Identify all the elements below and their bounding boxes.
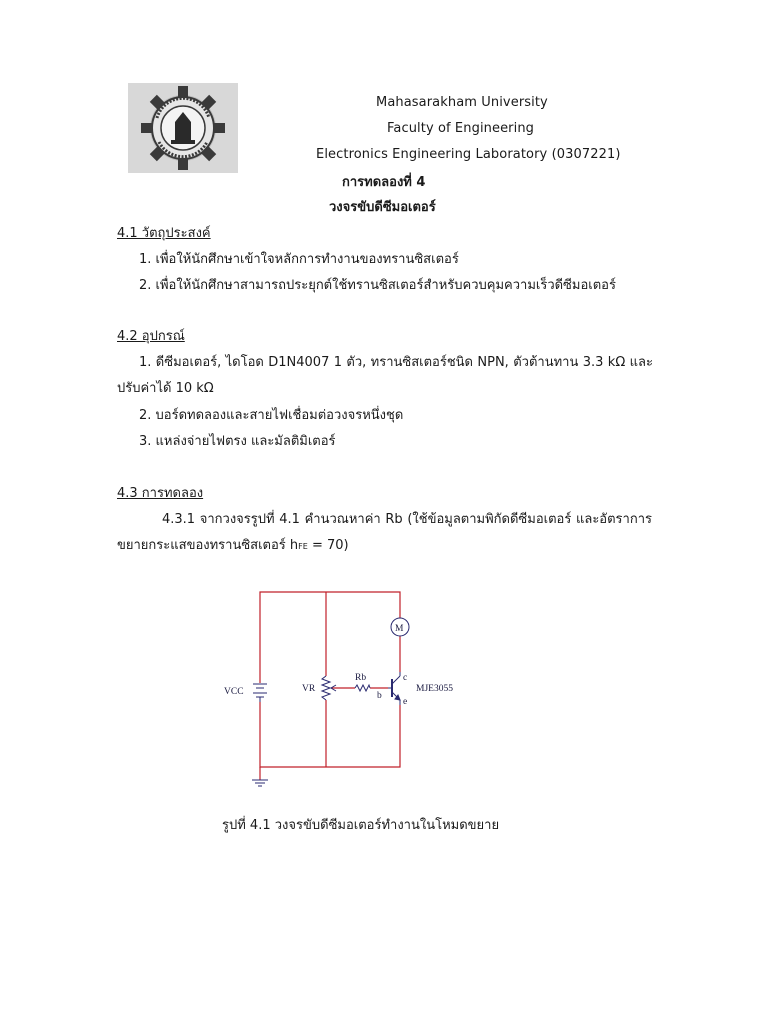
equipment-item-1-line-1: 1. ดีซีมอเตอร์, ไดโอด D1N4007 1 ตัว, ทรานซิสเตอร์ชนิด NPN, ตัวต้านทาน 3.3 kΩ และ — [139, 355, 653, 370]
section-4-2-heading: 4.2 อุปกรณ์ — [117, 329, 185, 344]
motor-label: M — [395, 624, 404, 634]
procedure-text: ขยายกระแสของทรานซิสเตอร์ h — [117, 538, 299, 553]
objective-item-2: 2. เพื่อให้นักศึกษาสามารถประยุกต์ใช้ทรานซิสเตอร์สำหรับควบคุมความเร็วดีซีมอเตอร์ — [139, 278, 616, 293]
lab-name: Electronics Engineering Laboratory (0307221) — [316, 147, 621, 162]
experiment-title: วงจรขับดีซีมอเตอร์ — [329, 200, 436, 215]
section-4-3-heading: 4.3 การทดลอง — [117, 486, 204, 501]
faculty-name: Faculty of Engineering — [387, 121, 535, 136]
collector-label: c — [403, 673, 408, 683]
university-name: Mahasarakham University — [376, 95, 548, 110]
figure-caption: รูปที่ 4.1 วงจรขับดีซีมอเตอร์ทำงานในโหมดขยาย — [222, 818, 500, 833]
equipment-item-1-line-2: ปรับค่าได้ 10 kΩ — [117, 381, 214, 396]
battery-icon — [253, 684, 267, 702]
transistor-label: MJE3055 — [416, 684, 453, 694]
rb-label: Rb — [355, 673, 367, 683]
section-4-1-heading: 4.1 วัตถุประสงค์ — [117, 226, 211, 241]
experiment-number: การทดลองที่ 4 — [342, 175, 426, 190]
equipment-item-2: 2. บอร์ดทดลองและสายไฟเชื่อมต่อวงจรหนึ่งชุด — [139, 408, 404, 423]
objective-item-1: 1. เพื่อให้นักศึกษาเข้าใจหลักการทำงานของทรานซิสเตอร์ — [139, 252, 459, 267]
base-label: b — [377, 691, 382, 701]
circuit-components — [252, 618, 409, 786]
circuit-wires — [260, 592, 400, 780]
ground-icon — [252, 780, 268, 786]
resistor-icon — [355, 685, 370, 691]
equipment-item-3: 3. แหล่งจ่ายไฟตรง และมัลติมิเตอร์ — [139, 434, 336, 449]
emitter-label: e — [403, 697, 408, 707]
procedure-paragraph-line-1: 4.3.1 จากวงจรรูปที่ 4.1 คำนวณหาค่า Rb (ใช้ข้อมูลตามพิกัดดีซีมอเตอร์ และอัตราการ — [162, 512, 652, 527]
hfe-subscript: FE — [298, 542, 308, 551]
transistor-icon — [388, 672, 400, 705]
vcc-label: VCC — [224, 687, 244, 697]
vr-label: VR — [302, 684, 316, 694]
procedure-text-end: = 70) — [307, 538, 349, 553]
